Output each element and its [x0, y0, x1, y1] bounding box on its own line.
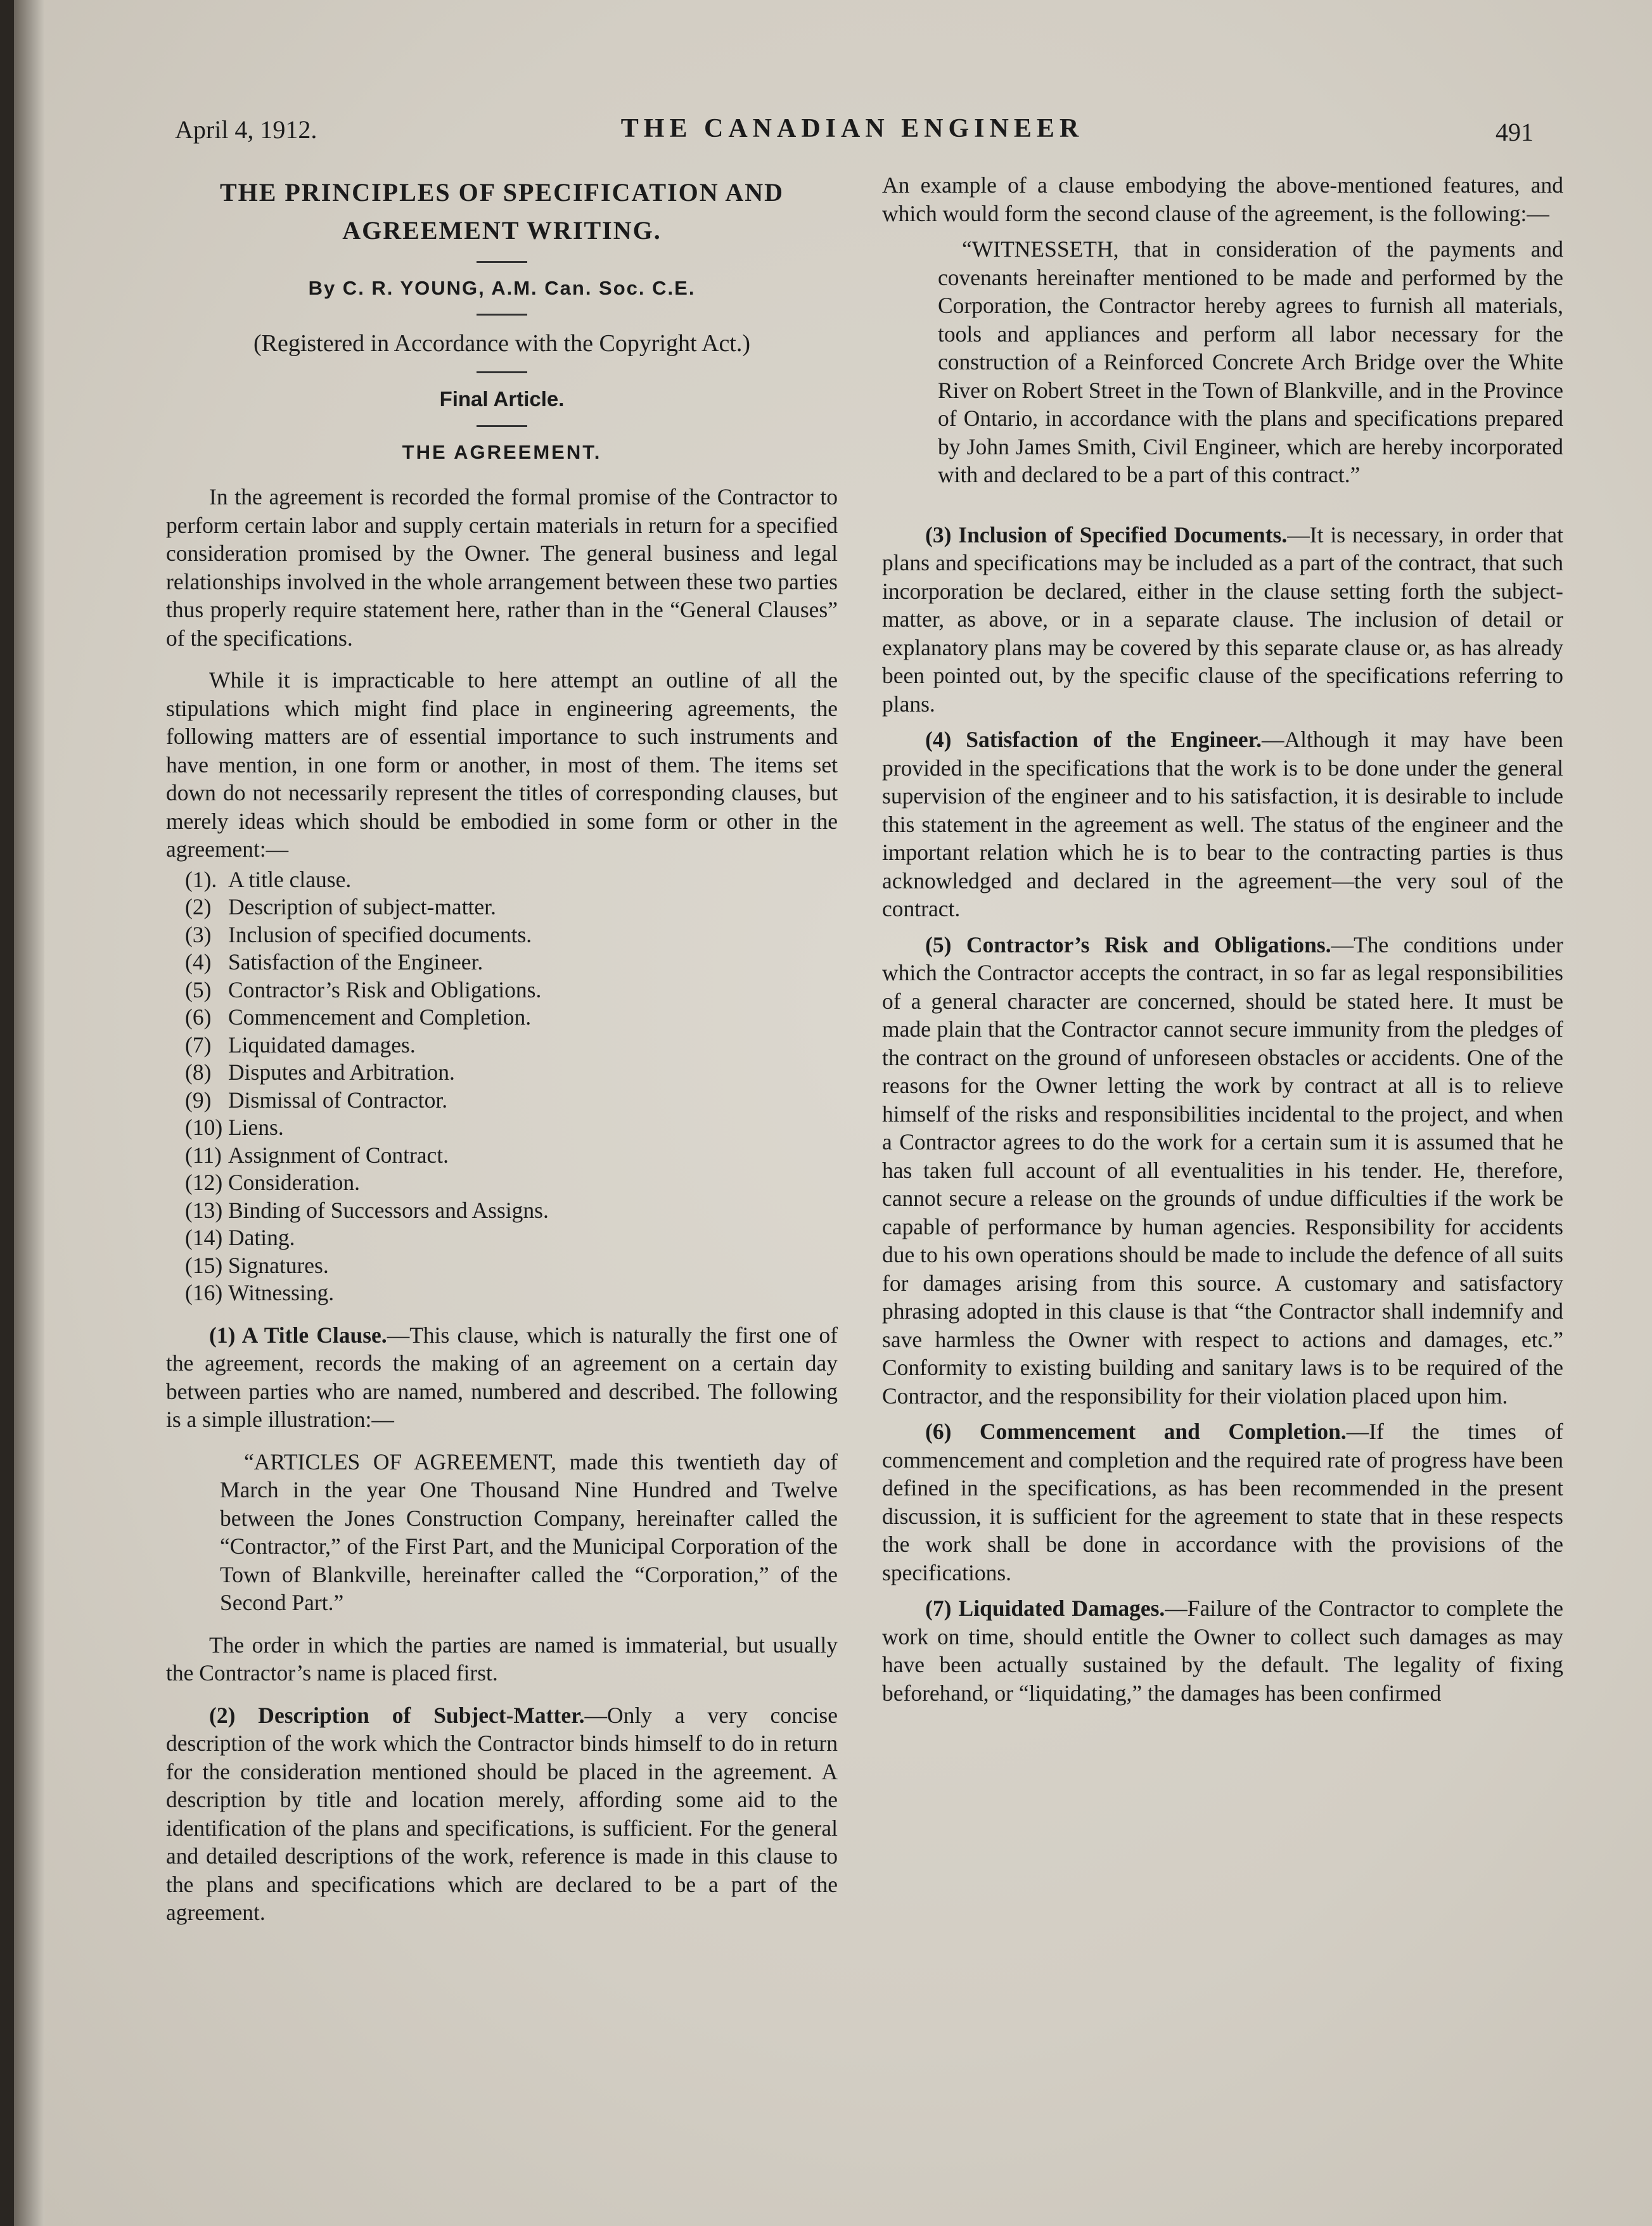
section-1-after: The order in which the parties are named is immaterial, but usually the Contractor’s name is placed first.	[166, 1632, 838, 1685]
right-column	[882, 171, 1563, 1707]
title-clause-quote: “ARTICLES OF AGREEMENT, made this twentieth day of March in the year One Thousand Nine Hundred and Twelve between the Jones Construction Company, hereinafter called the “Contractor,” of the First Part, and the Municipal Corporation of the Town of Blankville, hereinafter called the “Corporation,” of the Second Part.”	[220, 1449, 838, 1615]
section-1-body: —This clause, which is naturally the first one of the agreement, records the making of an agreement on a certain day between parties who are named, numbered and described. The following is a simple illustration:—	[166, 1322, 838, 1432]
section-4-paragraph	[882, 726, 1563, 923]
item-text: Inclusion of specified documents.	[228, 921, 532, 947]
item-text: Dating.	[228, 1225, 295, 1250]
item-text: Consideration.	[228, 1170, 361, 1195]
item-number: (2)	[185, 894, 212, 919]
intro-paragraph-2: While it is impracticable to here attempt an outline of all the stipulations which might find place in engineering agreements, the following matters are of essential importance to such instruments and have mention, in one form or another, in most of them. The items set down do not necessarily represent the titles of corresponding clauses, but merely ideas which should be embodied in some form or other in the agreement:—	[166, 667, 838, 862]
list-item	[185, 1142, 838, 1170]
list-item	[185, 1279, 838, 1307]
item-text: Contractor’s Risk and Obligations.	[228, 976, 542, 1002]
example-intro: An example of a clause embodying the above-mentioned features, and which would form the second clause of the agreement, is the following:—	[882, 172, 1563, 226]
item-number: (7)	[185, 1032, 212, 1058]
final-article-rule	[477, 425, 527, 427]
item-text: Liens.	[228, 1115, 284, 1140]
list-item	[185, 921, 838, 949]
final-article-label: Final Article.	[439, 387, 565, 411]
section-3-body: —It is necessary, in order that plans and specifications may be included as a part of the contract, that such incorporation be declared, either in the clause setting forth the subject-matter, as above, or in a separate clause. The inclusion of detail or explanatory plans may be covered by this separate clause or, as has already been pointed out, by the specific clause of the specifications referring to plans.	[882, 521, 1563, 717]
item-text: Assignment of Contract.	[228, 1142, 449, 1168]
section-3-paragraph	[882, 521, 1563, 719]
list-item	[185, 1004, 838, 1032]
items-list	[166, 866, 838, 1307]
item-number: (11)	[185, 1142, 222, 1168]
item-text: Disputes and Arbitration.	[228, 1059, 455, 1085]
section-6-heading: (6) Commencement and Completion.	[925, 1419, 1347, 1444]
section-2-paragraph	[166, 1701, 838, 1927]
section-heading: THE AGREEMENT.	[402, 441, 602, 463]
section-1-paragraph	[166, 1321, 838, 1434]
section-4-body: —Although it may have been provided in the specifications that the work is to be done under the general supervision of the engineer and to his satisfaction, it is desirable to include this statement in the agreement as well. The status of the engineer and the important relation which he is to bear to the contracting parties is thus acknowledged and declared in the agreement—the very soul of the contract.	[882, 727, 1563, 921]
item-number: (15)	[185, 1252, 223, 1278]
section-2-heading: (2) Description of Subject-Matter.	[209, 1702, 585, 1728]
left-column	[166, 171, 838, 1927]
list-item	[185, 1197, 838, 1225]
item-number: (5)	[185, 976, 212, 1002]
list-item	[185, 1087, 838, 1115]
section-5-body: —The conditions under which the Contractor accepts the contract, in so far as legal responsibilities of a general character are concerned, should be stated here. It must be made plain that the Contractor cannot secure immunity from the pledges of the contract on the ground of unforeseen obstacles or accidents. One of the reasons for the Owner letting the work by contract at all is to relieve himself of the risks and responsibilities incidental to the project, and when a Contractor agrees to do the work for a certain sum it is assumed that he has taken full account of all eventualities in his tender. He, therefore, cannot secure a release on the grounds of undue difficulties if the work be capable of performance by human agencies. Responsibility for accidents due to his own operations should be made to include the defence of all suits for damages arising from this source. A customary and satisfactory phrasing adopted in this clause is that “the Contractor shall indemnify and save harmless the Owner with respect to actions and damages, etc.” Conformity to existing building and sanitary laws is to be required of the Contractor, and the responsibility for their violation placed upon him.	[882, 931, 1563, 1409]
list-item	[185, 976, 838, 1004]
witnesseth-quote: “WITNESSETH, that in consideration of the payments and covenants hereinafter mentioned to be made and performed by the Corporation, the Contractor hereby agrees to furnish all materials, tools and appliances and perform all labor necessary for the construction of a Reinforced Concrete Arch Bridge over the White River on Robert Street in the Town of Blankville, and in the Province of Ontario, in accordance with the plans and specifications prepared by John James Smith, Civil Engineer, which are hereby incorporated with and declared to be a part of this contract.”	[938, 236, 1563, 487]
journal-title: THE CANADIAN ENGINEER	[620, 114, 1084, 143]
item-number: (4)	[185, 949, 212, 975]
byline: By C. R. YOUNG, A.M. Can. Soc. C.E.	[308, 277, 696, 299]
item-text: Signatures.	[228, 1252, 329, 1278]
spine-strip	[0, 0, 14, 2226]
copyright-rule	[477, 371, 527, 373]
page-number: 491	[1495, 118, 1534, 146]
byline-rule	[477, 314, 527, 316]
item-number: (8)	[185, 1059, 212, 1085]
list-item	[185, 1114, 838, 1142]
item-text: A title clause.	[228, 866, 352, 892]
section-5-paragraph	[882, 931, 1563, 1410]
item-number: (16)	[185, 1280, 223, 1305]
section-7-heading: (7) Liquidated Damages.	[925, 1596, 1165, 1621]
running-head	[171, 111, 1534, 155]
item-text: Commencement and Completion.	[228, 1004, 532, 1030]
section-3-heading: (3) Inclusion of Specified Documents.	[925, 521, 1288, 547]
section-2-body: —Only a very concise description of the work which the Contractor binds himself to do in return for the consideration mentioned should be placed in the agreement. A description by title and location merely, affording some aid to the identification of the plans and specifications, is sufficient. For the general and detailed descriptions of the work, reference is made in this clause to the plans and specifications which are declared to be a part of the agreement.	[166, 1702, 838, 1925]
item-number: (10)	[185, 1115, 223, 1140]
article-title-line2: AGREEMENT WRITING.	[342, 216, 662, 245]
title-rule	[477, 261, 527, 263]
article-title-line1: THE PRINCIPLES OF SPECIFICATION AND	[219, 178, 784, 207]
section-6-body: —If the times of commencement and completion and the required rate of progress have been defined in the specifications, as has been recommended in the present discussion, it is sufficient for the agreement to state that in these respects the work shall be done in accordance with the provisions of the specifications.	[882, 1419, 1563, 1585]
item-text: Dismissal of Contractor.	[228, 1087, 448, 1113]
item-text: Satisfaction of the Engineer.	[228, 949, 483, 975]
item-text: Description of subject-matter.	[228, 894, 496, 919]
section-4-heading: (4) Satisfaction of the Engineer.	[925, 727, 1262, 752]
item-text: Liquidated damages.	[228, 1032, 416, 1058]
item-number: (9)	[185, 1087, 212, 1113]
item-number: (13)	[185, 1197, 223, 1223]
list-item	[185, 1224, 838, 1252]
copyright-note: (Registered in Accordance with the Copyright Act.)	[253, 330, 751, 357]
item-number: (6)	[185, 1004, 212, 1030]
section-7-paragraph	[882, 1594, 1563, 1707]
list-item	[185, 1169, 838, 1197]
item-text: Binding of Successors and Assigns.	[228, 1197, 549, 1223]
section-5-heading: (5) Contractor’s Risk and Obligations.	[925, 931, 1331, 957]
header-date: April 4, 1912.	[175, 115, 317, 144]
intro-paragraph-1: In the agreement is recorded the formal promise of the Contractor to perform certain labor and supply certain materials in return for a specified consideration promised by the Owner. The general business and legal relationships involved in the whole arrangement between these two parties thus properly require statement here, rather than in the “General Clauses” of the specifications.	[166, 484, 838, 651]
item-number: (14)	[185, 1225, 223, 1250]
section-6-paragraph	[882, 1417, 1563, 1587]
list-item	[185, 866, 838, 894]
item-text: Witnessing.	[228, 1280, 335, 1305]
list-item	[185, 1032, 838, 1059]
list-item	[185, 1252, 838, 1280]
item-number: (3)	[185, 921, 212, 947]
list-item	[185, 1059, 838, 1087]
item-number: (1).	[185, 866, 217, 892]
list-item	[185, 893, 838, 921]
section-7-body: —Failure of the Contractor to complete the work on time, should entitle the Owner to collect such damages as may have been actually sustained by the default. The legality of fixing beforehand, or “liquidating,” the damages has been confirmed	[882, 1596, 1563, 1706]
item-number: (12)	[185, 1170, 223, 1195]
section-1-heading: (1) A Title Clause.	[209, 1322, 387, 1348]
list-item	[185, 949, 838, 976]
